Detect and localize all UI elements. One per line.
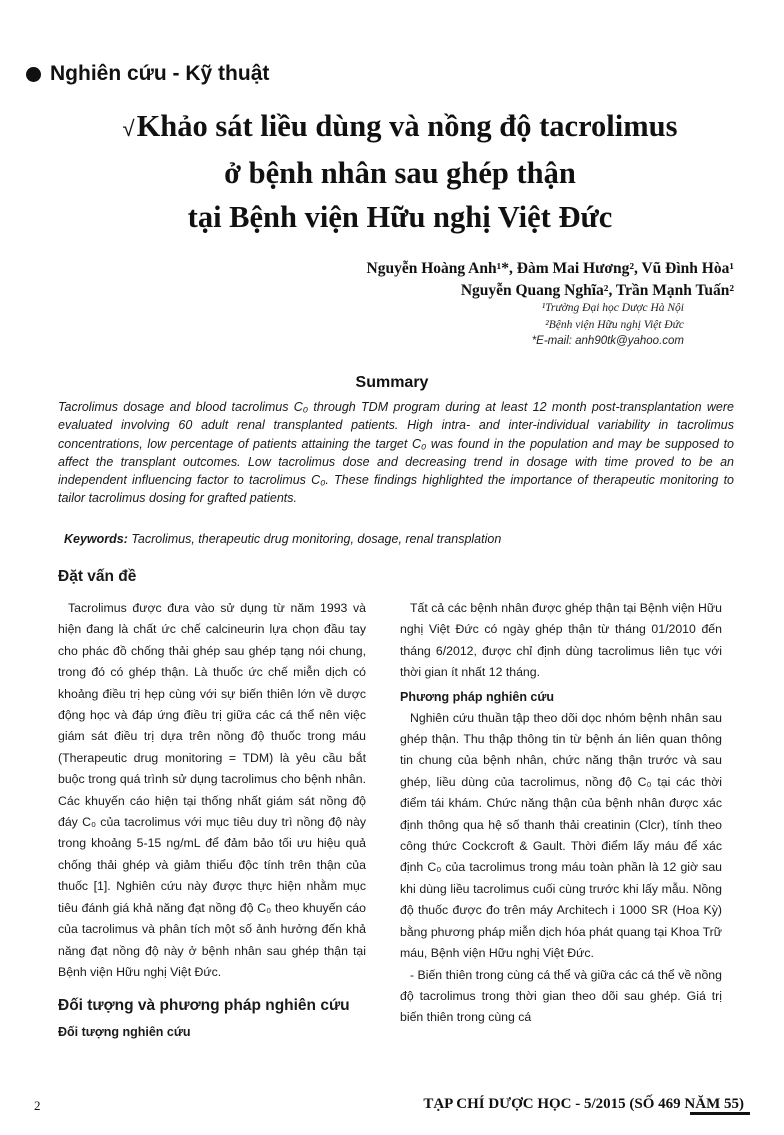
title-line-3: tại Bệnh viện Hữu nghị Việt Đức (187, 200, 613, 234)
variability-paragraph: - Biến thiên trong cùng cá thể và giữa các cá thể về nồng độ tacrolimus trong thời gian theo dõi sau ghép. Giá trị biến thiên trong cùng cá (400, 967, 722, 1025)
methods-heading: Đối tượng và phương pháp nghiên cứu (58, 997, 350, 1015)
affiliation-1: ¹Trường Đại học Dược Hà Nội (541, 302, 684, 314)
author-email: *E-mail: anh90tk@yahoo.com (531, 335, 684, 347)
check-mark-icon: √ (122, 116, 135, 141)
journal-footer (423, 1096, 744, 1113)
section-label: Nghiên cứu - Kỹ thuật (50, 62, 270, 85)
left-column (58, 568, 366, 1043)
methods-subheading: Phương pháp nghiên cứu (400, 689, 555, 704)
title-line-2: ở bệnh nhân sau ghép thận (224, 156, 576, 190)
affiliation-2: ²Bệnh viện Hữu nghị Việt Đức (545, 318, 684, 331)
summary-heading: Summary (355, 374, 429, 391)
subjects-paragraph: Tất cả các bệnh nhân được ghép thận tại Bệnh viện Hữu nghị Việt Đức có ngày ghép thận từ tháng 01/2010 đến tháng 6/2012, được chỉ định dùng tacrolimus liên tục với thời gian ít nhất 12 tháng. (400, 601, 722, 680)
methods-paragraph: Nghiên cứu thuần tập theo dõi dọc nhóm bệnh nhân sau ghép thận. Thu thập thông tin từ bệnh án liên quan thông tin chung của bệnh nhân, chức năng thận trước và sau ghép, liều dùng của tacrolimus, nồng độ C₀ tại các thời điểm tái khám. Chức năng thận của bệnh nhân được xác định thông qua hệ số thanh thải creatinin (Clcr), tính theo công thức Cockcroft & Gault. Thời điểm lấy máu để xác định C₀ của tacrolimus trong máu toàn phần là 12 giờ sau khi dùng liều tacrolimus cuối cùng trước khi lấy mẫu. Nồng độ thuốc được đo trên máy Architech i 1000 SR (Hoa Kỳ) bằng phương pháp miễn dịch hóa phát quang tại Khoa Trữ máu, Bệnh viện Hữu nghị Việt Đức. (400, 710, 722, 961)
keywords-text: Tacrolimus, therapeutic drug monitoring, dosage, renal transplation (131, 532, 502, 546)
authors-line-1: Nguyễn Hoàng Anh¹*, Đàm Mai Hương², Vũ Đình Hòa¹ (366, 260, 734, 277)
author-list (367, 258, 734, 302)
page-number: 2 (34, 1098, 41, 1113)
section-tag (26, 62, 269, 86)
article-title (40, 104, 760, 239)
keywords-label: Keywords: (64, 532, 128, 546)
authors-line-2: Nguyễn Quang Nghĩa², Trần Mạnh Tuấn² (460, 282, 734, 299)
bullet-icon (26, 67, 41, 82)
title-line-1: √Khảo sát liều dùng và nồng độ tacrolimus (122, 109, 678, 143)
intro-paragraph: Tacrolimus được đưa vào sử dụng từ năm 1993 và hiện đang là chất ức chế calcineurin lựa chọn đầu tay cho phác đồ chống thải ghép sau ghép tạng nói chung, trong đó có ghép thận. Là thuốc ức chế miễn dịch có khoảng điều trị hẹp cùng với sự biến thiên lớn về dược động học và đáp ứng điều trị giữa các cá thể nên việc giám sát điều trị dựa trên nồng độ thuốc trong máu (Therapeutic drug monitoring = TDM) là yêu cầu bắt buộc trong quá trình sử dụng tacrolimus cho bệnh nhân. Các khuyến cáo hiện tại thống nhất giám sát nồng độ đáy C₀ của tacrolimus với mục tiêu duy trì nồng độ này trong khoảng 5-15 ng/mL để đảm bảo tối ưu hiệu quả chống thải ghép và giảm thiểu độc tính trên thận của thuốc [1]. Nghiên cứu này được thực hiện nhằm mục tiêu đánh giá khả năng đạt nồng độ C₀ theo khuyến cáo của tacrolimus và phân tích một số ảnh hưởng đến khả năng đạt nồng độ này ở bệnh nhân sau ghép thận tại Bệnh viện Hữu nghị Việt Đức. (58, 601, 366, 979)
summary-text: Tacrolimus dosage and blood tacrolimus C₀ through TDM program during at least 12 month post-transplantation were evaluated involving 60 adult renal transplanted patients. High intra- and inter-individual variability in tacrolimus concentrations, low percentage of patients attaining the target C₀ was found in the population and may be supposed to affect the transplant outcomes. Low tacrolimus dose and decreasing trend in dosage with time proved to be an independent influencing factor to tacrolimus C₀. These findings highlighted the importance of therapeutic monitoring to tailor tacrolimus dosing for grafted patients. (58, 400, 734, 506)
intro-heading: Đặt vấn đề (58, 568, 137, 585)
keywords (64, 530, 744, 548)
subjects-subheading: Đối tượng nghiên cứu (58, 1025, 191, 1040)
affiliations (532, 300, 684, 350)
footer-rule (690, 1112, 750, 1115)
journal-name: TẠP CHÍ DƯỢC HỌC - 5/2015 (SỐ 469 NĂM 55) (423, 1096, 744, 1112)
right-column (400, 592, 722, 1029)
